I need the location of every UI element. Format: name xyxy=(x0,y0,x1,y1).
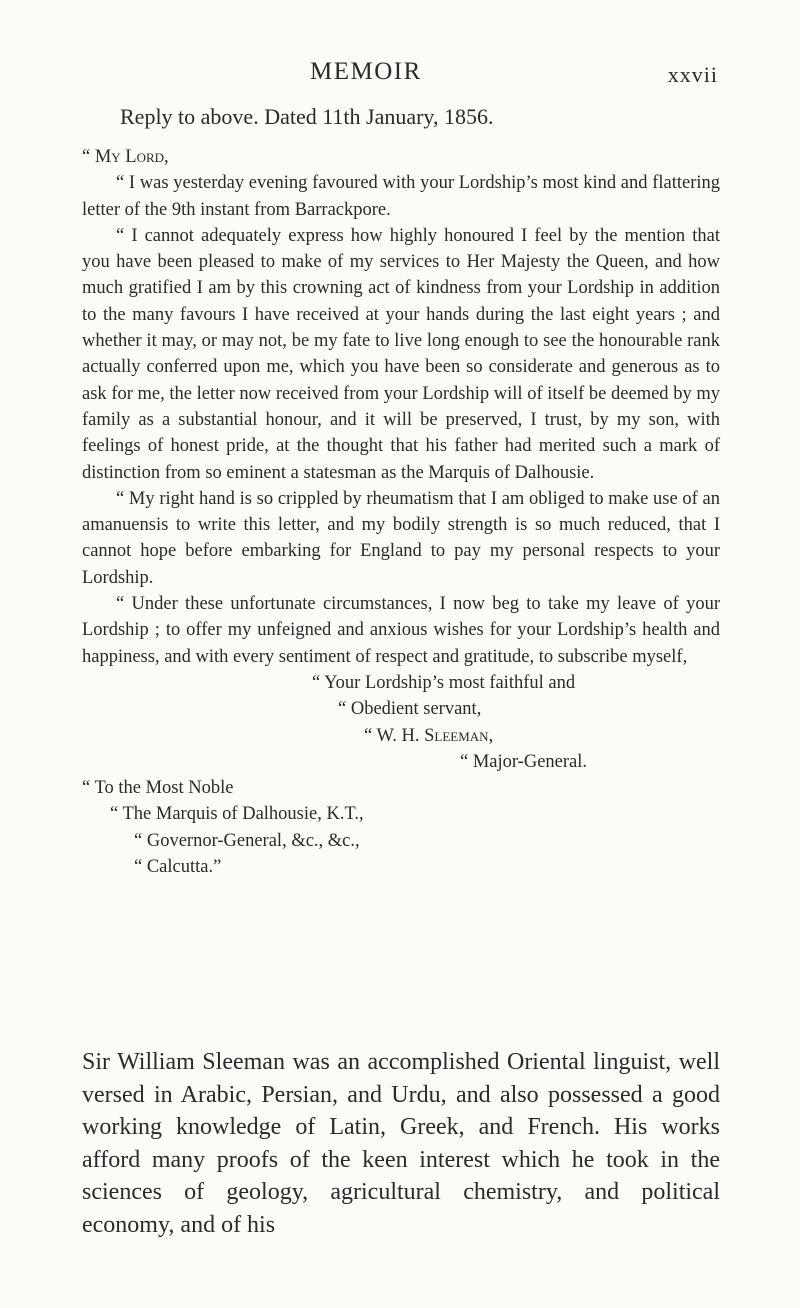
running-head xyxy=(0,52,800,92)
closing-line: “ Obedient servant, xyxy=(338,699,482,720)
address-line: “ The Marquis of Dalhousie, K.T., xyxy=(110,804,364,825)
letter-paragraph: “ Under these unfortunate circumstances, I now beg to take my leave of your Lordship ; to offer my unfeigned and anxious wishes for your Lordship’s health and happiness, and with every sentiment of respect and gratitude, to subscribe myself, xyxy=(82,594,720,667)
closing-line: “ Your Lordship’s most faithful and xyxy=(312,672,576,693)
letter-paragraph: “ My right hand is so crippled by rheumatism that I am obliged to make use of an amanuensis to write this letter, and my bodily strength is so much reduced, that I cannot hope before embarking for England to pay my personal respects to your Lordship. xyxy=(82,488,720,588)
body-paragraph: Sir William Sleeman was an accomplished Oriental linguist, well versed in Arabic, Persian, and Urdu, and also possessed a good working knowledge of Latin, Greek, and French. His works afford many proofs of the keen interest which he took in the sciences of geology, agricultural chemistry, and political economy, and of his xyxy=(82,1049,720,1238)
address-line: “ Governor-General, &c., &c., xyxy=(134,830,360,851)
running-head-title: MEMOIR xyxy=(310,58,422,85)
page-number: xxvii xyxy=(667,62,718,87)
signature-name: “ W. H. Sleeman, xyxy=(364,725,494,746)
address-line: “ Calcutta.” xyxy=(134,857,222,878)
letter-heading: Reply to above. Dated 11th January, 1856. xyxy=(120,104,494,129)
letter-paragraph: “ I was yesterday evening favoured with your Lordship’s most kind and flattering letter of the 9th instant from Barrackpore. xyxy=(82,173,720,220)
address-line: “ To the Most Noble xyxy=(82,778,234,799)
letter-paragraph: “ I cannot adequately express how highly honoured I feel by the mention that you have been pleased to make of my services to Her Majesty the Queen, and how much gratified I am by this crowning act of kindness from your Lordship in addition to the many favours I have received at your hands during the last eight years ; and whether it may, or may not, be my fate to live long enough to see the honourable rank actually conferred upon me, which you have been so considerate and generous as to ask for me, the letter now received from your Lordship will of itself be deemed by my family as a substantial honour, and it will be preserved, I trust, by my son, with feelings of honest pride, at the thought that his father had merited such a mark of distinction from so eminent a statesman as the Marquis of Dalhousie. xyxy=(82,225,720,483)
letter xyxy=(82,144,720,880)
letter-salutation: “ My Lord, xyxy=(82,147,169,167)
signature-rank: “ Major-General. xyxy=(460,751,588,772)
